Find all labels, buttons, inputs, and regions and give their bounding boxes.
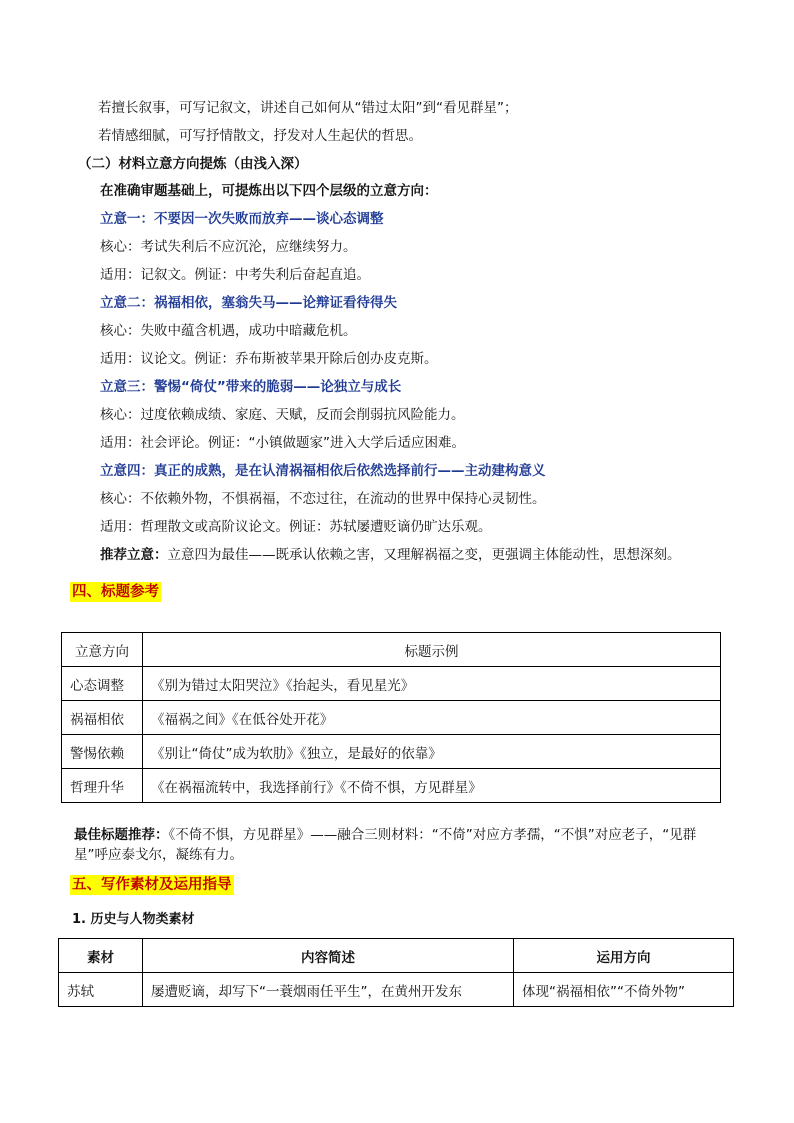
idea-4-title: 立意四：真正的成熟，是在认清祸福相依后依然选择前行——主动建构意义: [100, 463, 546, 479]
table-row: [62, 667, 721, 701]
table-cell: 心态调整: [62, 667, 143, 701]
table-cell: 哲理升华: [62, 769, 143, 803]
best-title-label: 最佳标题推荐：: [74, 827, 169, 843]
idea-2-core: 核心：失败中蕴含机遇，成功中暗藏危机。: [100, 323, 357, 339]
recommend-label: 推荐立意：: [100, 547, 168, 563]
table-cell: 苏轼: [59, 973, 143, 1007]
subsection-1-heading: 1. 历史与人物类素材: [72, 912, 195, 927]
material-table: [58, 938, 734, 1007]
idea-2-apply: 适用：议论文。例证：乔布斯被苹果开除后创办皮克斯。: [100, 351, 438, 367]
recommend-line: [100, 546, 681, 564]
subsection-lead: 在准确审题基础上，可提炼出以下四个层级的立意方向：: [100, 183, 438, 199]
intro-line-2: 若情感细腻，可写抒情散文，抒发对人生起伏的哲思。: [98, 128, 422, 144]
table-cell: 《别让“倚仗”成为软肋》《独立，是最好的依靠》: [143, 735, 721, 769]
table-header: 标题示例: [143, 633, 721, 667]
table-cell: 《福祸之间》《在低谷处开花》: [143, 701, 721, 735]
idea-2-title: 立意二：祸福相依，塞翁失马——论辩证看待得失: [100, 295, 397, 311]
subsection-heading: （二）材料立意方向提炼（由浅入深）: [78, 156, 308, 172]
idea-3-title: 立意三：警惕“倚仗”带来的脆弱——论独立与成长: [100, 379, 402, 395]
idea-4-core: 核心：不依赖外物，不惧祸福，不恋过往，在流动的世界中保持心灵韧性。: [100, 491, 546, 507]
title-table: [61, 632, 721, 803]
idea-1-core: 核心：考试失利后不应沉沦，应继续努力。: [100, 239, 357, 255]
table-row: [62, 769, 721, 803]
best-title-text: 《不倚不惧，方见群星》——融合三则材料：“不倚”对应方孝孺，“不惧”对应老子，“见群星”呼应泰戈尔，凝练有力。: [74, 827, 697, 863]
table-row: [62, 735, 721, 769]
table-cell: 体现“祸福相依”“不倚外物”: [514, 973, 734, 1007]
idea-1-apply: 适用：记叙文。例证：中考失利后奋起直追。: [100, 267, 370, 283]
recommend-text: 立意四为最佳——既承认依赖之害，又理解祸福之变，更强调主体能动性，思想深刻。: [167, 547, 681, 563]
table-row: [62, 701, 721, 735]
idea-4-apply: 适用：哲理散文或高阶议论文。例证：苏轼屡遭贬谪仍旷达乐观。: [100, 519, 492, 535]
table-cell: 警惕依赖: [62, 735, 143, 769]
table-header-row: [62, 633, 721, 667]
idea-3-core: 核心：过度依赖成绩、家庭、天赋，反而会削弱抗风险能力。: [100, 407, 465, 423]
table-header: 素材: [59, 939, 143, 973]
table-cell: 祸福相依: [62, 701, 143, 735]
table-header: 立意方向: [62, 633, 143, 667]
table-cell: 《在祸福流转中，我选择前行》《不倚不惧，方见群星》: [143, 769, 721, 803]
best-title-note: [74, 825, 724, 865]
idea-1-title: 立意一：不要因一次失败而放弃——谈心态调整: [100, 211, 384, 227]
section-4-heading: 四、标题参考: [72, 584, 159, 600]
table-cell: 屡遭贬谪，却写下“一蓑烟雨任平生”，在黄州开发东: [143, 973, 514, 1007]
intro-line-1: 若擅长叙事，可写记叙文，讲述自己如何从“错过太阳”到“看见群星”；: [98, 100, 518, 116]
table-header: 内容简述: [143, 939, 514, 973]
section-5-heading: 五、写作素材及运用指导: [72, 877, 232, 893]
table-header-row: [59, 939, 734, 973]
table-row: [59, 973, 734, 1007]
table-cell: 《别为错过太阳哭泣》《抬起头，看见星光》: [143, 667, 721, 701]
idea-3-apply: 适用：社会评论。例证：“小镇做题家”进入大学后适应困难。: [100, 435, 465, 451]
table-header: 运用方向: [514, 939, 734, 973]
